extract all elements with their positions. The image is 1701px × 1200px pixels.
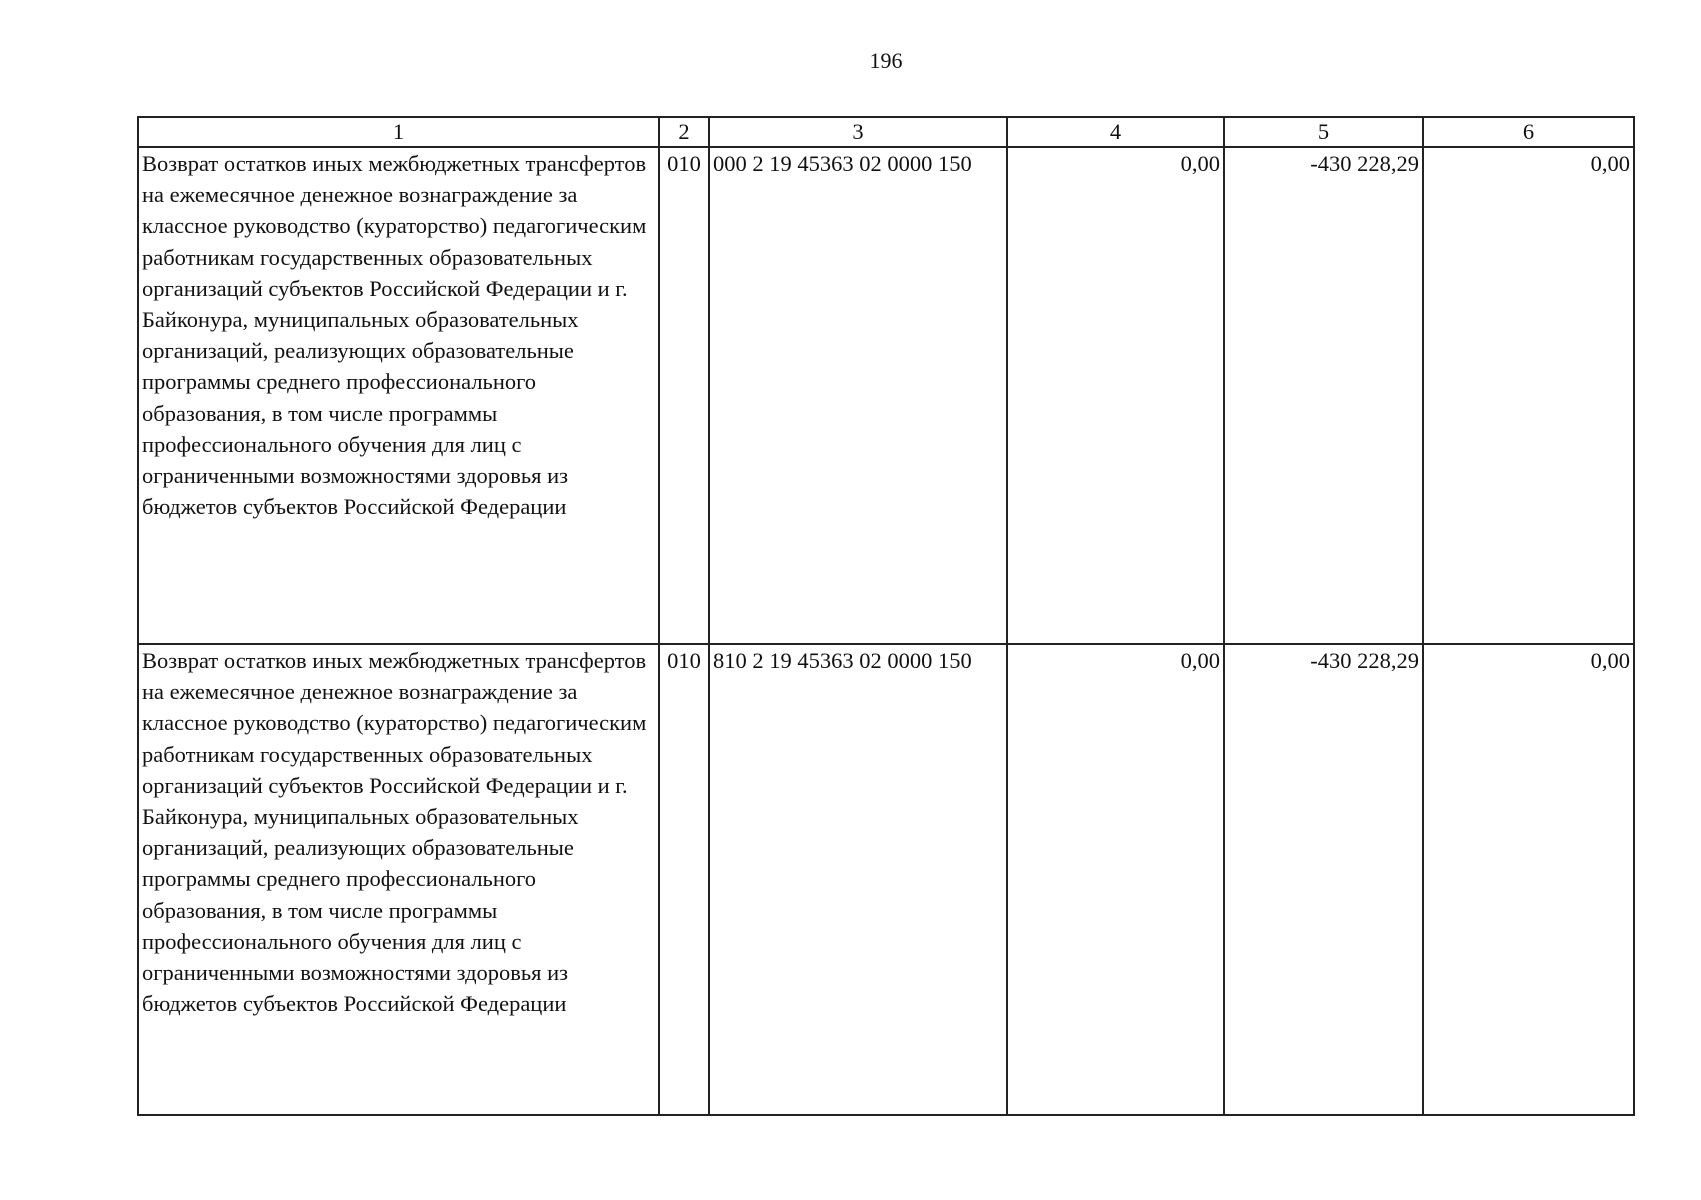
page-number: 196 (869, 48, 903, 73)
row-code: 810 2 19 45363 02 0000 150 (709, 644, 1007, 1115)
row-col-6: 0,00 (1423, 644, 1634, 1115)
row-col-4: 0,00 (1007, 644, 1224, 1115)
header-col-1: 1 (138, 117, 659, 147)
header-col-2: 2 (659, 117, 709, 147)
row-name: Возврат остатков иных межбюджетных трансфертов на ежемесячное денежное вознаграждение за классное руководство (кураторство) педагогическим работникам государственных образовательных организаций субъектов Российской Федерации и г. Байконура, муниципальных образовательных организаций, реализующих образовательные программы среднего профессионального образования, в том числе программы профессионального обучения для лиц с ограниченными возможностями здоровья из бюджетов субъектов Российской Федерации (138, 147, 659, 644)
header-col-4: 4 (1007, 117, 1224, 147)
row-col-6: 0,00 (1423, 147, 1634, 644)
row-col-2: 010 (659, 644, 709, 1115)
table-header-row (138, 117, 1634, 147)
row-col-5: -430 228,29 (1224, 147, 1423, 644)
header-col-5: 5 (1224, 117, 1423, 147)
table-row (138, 644, 1634, 1115)
row-col-4: 0,00 (1007, 147, 1224, 644)
row-col-5: -430 228,29 (1224, 644, 1423, 1115)
table-row (138, 147, 1634, 644)
row-code: 000 2 19 45363 02 0000 150 (709, 147, 1007, 644)
budget-table (137, 116, 1635, 1116)
row-col-2: 010 (659, 147, 709, 644)
header-col-3: 3 (709, 117, 1007, 147)
row-name: Возврат остатков иных межбюджетных трансфертов на ежемесячное денежное вознаграждение за классное руководство (кураторство) педагогическим работникам государственных образовательных организаций субъектов Российской Федерации и г. Байконура, муниципальных образовательных организаций, реализующих образовательные программы среднего профессионального образования, в том числе программы профессионального обучения для лиц с ограниченными возможностями здоровья из бюджетов субъектов Российской Федерации (138, 644, 659, 1115)
header-col-6: 6 (1423, 117, 1634, 147)
